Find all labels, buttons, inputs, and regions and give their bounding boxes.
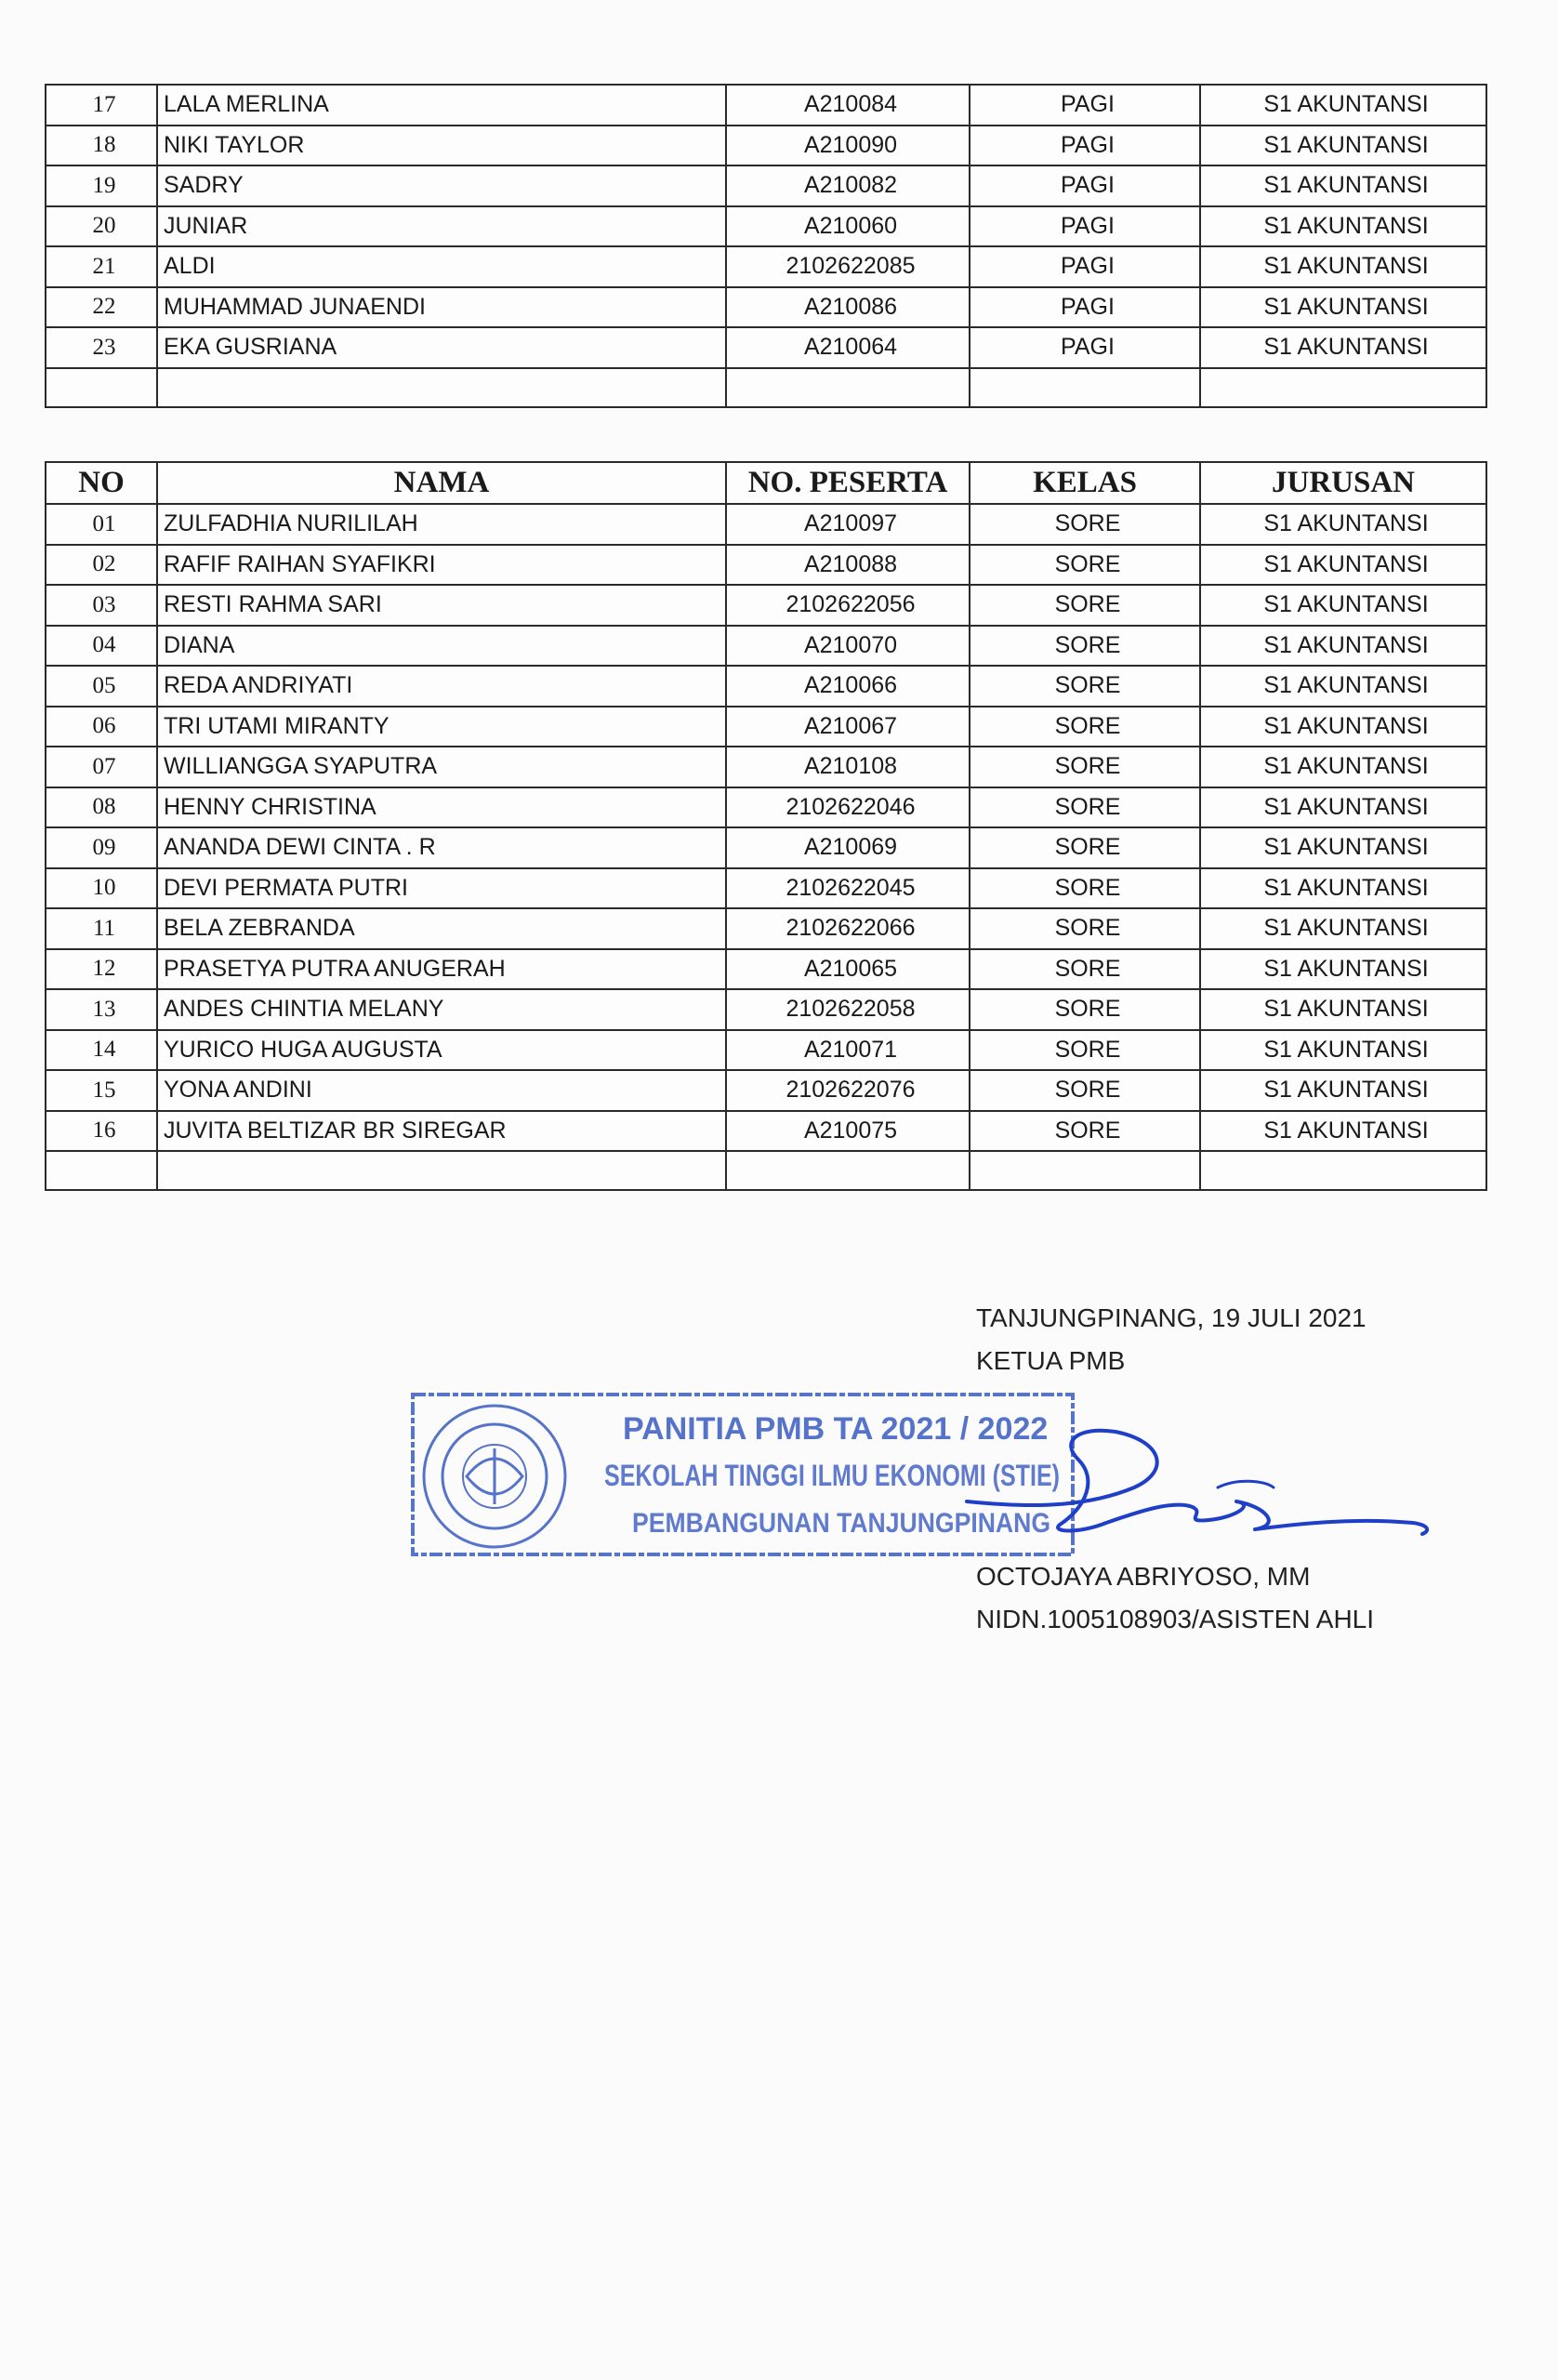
cell-kelas: SORE bbox=[970, 1030, 1200, 1071]
cell-no-peserta: A210090 bbox=[726, 126, 970, 166]
cell-kelas: SORE bbox=[970, 787, 1200, 828]
cell-nama: WILLIANGGA SYAPUTRA bbox=[157, 747, 726, 787]
table-row bbox=[46, 1030, 1486, 1071]
table-row bbox=[46, 126, 1486, 166]
cell-no-peserta: 2102622066 bbox=[726, 908, 970, 949]
empty-row bbox=[46, 368, 1486, 407]
position-title: KETUA PMB bbox=[976, 1346, 1126, 1375]
cell-kelas: SORE bbox=[970, 868, 1200, 909]
cell-nama: RESTI RAHMA SARI bbox=[157, 585, 726, 626]
cell-nama: DEVI PERMATA PUTRI bbox=[157, 868, 726, 909]
cell-jurusan: S1 AKUNTANSI bbox=[1200, 1070, 1486, 1111]
cell-nama: ALDI bbox=[157, 246, 726, 287]
cell-jurusan: S1 AKUNTANSI bbox=[1200, 126, 1486, 166]
cell-nama: PRASETYA PUTRA ANUGERAH bbox=[157, 949, 726, 990]
cell-kelas: PAGI bbox=[970, 126, 1200, 166]
table-row bbox=[46, 246, 1486, 287]
cell-no-peserta: 2102622085 bbox=[726, 246, 970, 287]
table-row bbox=[46, 85, 1486, 126]
cell-jurusan: S1 AKUNTANSI bbox=[1200, 707, 1486, 747]
cell-jurusan: S1 AKUNTANSI bbox=[1200, 1111, 1486, 1152]
cell-nama: ANDES CHINTIA MELANY bbox=[157, 989, 726, 1030]
cell-kelas: SORE bbox=[970, 626, 1200, 667]
cell-nama: HENNY CHRISTINA bbox=[157, 787, 726, 828]
cell-no-peserta: A210084 bbox=[726, 85, 970, 126]
cell-jurusan: S1 AKUNTANSI bbox=[1200, 747, 1486, 787]
cell-no: 08 bbox=[46, 787, 157, 828]
cell-no: 13 bbox=[46, 989, 157, 1030]
table-row bbox=[46, 626, 1486, 667]
cell-no: 01 bbox=[46, 504, 157, 545]
cell-no: 17 bbox=[46, 85, 157, 126]
cell-nama: MUHAMMAD JUNAENDI bbox=[157, 287, 726, 328]
cell-no: 09 bbox=[46, 827, 157, 868]
cell-nama: TRI UTAMI MIRANTY bbox=[157, 707, 726, 747]
header-no-peserta: NO. PESERTA bbox=[726, 462, 970, 504]
cell-no: 21 bbox=[46, 246, 157, 287]
cell-nama: BELA ZEBRANDA bbox=[157, 908, 726, 949]
cell-no-peserta: 2102622045 bbox=[726, 868, 970, 909]
cell-kelas: SORE bbox=[970, 1070, 1200, 1111]
cell-nama: EKA GUSRIANA bbox=[157, 327, 726, 368]
cell-no-peserta: A210070 bbox=[726, 626, 970, 667]
cell-no: 23 bbox=[46, 327, 157, 368]
cell-no-peserta: A210088 bbox=[726, 545, 970, 586]
cell-jurusan: S1 AKUNTANSI bbox=[1200, 868, 1486, 909]
cell-no-peserta: A210067 bbox=[726, 707, 970, 747]
cell-kelas: PAGI bbox=[970, 287, 1200, 328]
cell-jurusan: S1 AKUNTANSI bbox=[1200, 504, 1486, 545]
cell-jurusan: S1 AKUNTANSI bbox=[1200, 666, 1486, 707]
empty-cell bbox=[157, 368, 726, 407]
cell-no-peserta: A210108 bbox=[726, 747, 970, 787]
header-jurusan: JURUSAN bbox=[1200, 462, 1486, 504]
cell-no-peserta: A210086 bbox=[726, 287, 970, 328]
pagi-class-table bbox=[45, 84, 1487, 408]
table-row bbox=[46, 868, 1486, 909]
cell-kelas: SORE bbox=[970, 747, 1200, 787]
cell-no: 06 bbox=[46, 707, 157, 747]
cell-no-peserta: A210064 bbox=[726, 327, 970, 368]
table-row bbox=[46, 585, 1486, 626]
signatory-name: OCTOJAYA ABRIYOSO, MM bbox=[976, 1562, 1311, 1591]
cell-no-peserta: A210066 bbox=[726, 666, 970, 707]
header-kelas: KELAS bbox=[970, 462, 1200, 504]
table-row bbox=[46, 165, 1486, 206]
cell-kelas: SORE bbox=[970, 504, 1200, 545]
cell-no: 05 bbox=[46, 666, 157, 707]
empty-cell bbox=[1200, 368, 1486, 407]
table-row bbox=[46, 949, 1486, 990]
table-row bbox=[46, 327, 1486, 368]
header-nama: NAMA bbox=[157, 462, 726, 504]
cell-no: 07 bbox=[46, 747, 157, 787]
cell-nama: LALA MERLINA bbox=[157, 85, 726, 126]
cell-jurusan: S1 AKUNTANSI bbox=[1200, 949, 1486, 990]
cell-kelas: SORE bbox=[970, 908, 1200, 949]
cell-jurusan: S1 AKUNTANSI bbox=[1200, 327, 1486, 368]
empty-row bbox=[46, 1151, 1486, 1190]
cell-no: 14 bbox=[46, 1030, 157, 1071]
stamp-line-1: PANITIA PMB TA 2021 / 2022 bbox=[623, 1411, 1049, 1447]
cell-jurusan: S1 AKUNTANSI bbox=[1200, 1030, 1486, 1071]
table-row bbox=[46, 827, 1486, 868]
empty-cell bbox=[157, 1151, 726, 1190]
cell-jurusan: S1 AKUNTANSI bbox=[1200, 287, 1486, 328]
cell-kelas: SORE bbox=[970, 949, 1200, 990]
cell-nama: YURICO HUGA AUGUSTA bbox=[157, 1030, 726, 1071]
cell-no-peserta: A210071 bbox=[726, 1030, 970, 1071]
sore-class-table bbox=[45, 461, 1487, 1191]
place-date: TANJUNGPINANG, 19 JULI 2021 bbox=[976, 1303, 1367, 1332]
table-row bbox=[46, 287, 1486, 328]
table-row bbox=[46, 707, 1486, 747]
table-row bbox=[46, 206, 1486, 247]
cell-nama: ZULFADHIA NURILILAH bbox=[157, 504, 726, 545]
cell-no-peserta: 2102622058 bbox=[726, 989, 970, 1030]
table-row bbox=[46, 504, 1486, 545]
cell-kelas: PAGI bbox=[970, 206, 1200, 247]
empty-cell bbox=[46, 1151, 157, 1190]
empty-cell bbox=[970, 368, 1200, 407]
cell-jurusan: S1 AKUNTANSI bbox=[1200, 85, 1486, 126]
empty-cell bbox=[970, 1151, 1200, 1190]
stamp-seal-icon bbox=[424, 1406, 565, 1547]
sore-table-body bbox=[46, 504, 1486, 1190]
stamp-line-2: SEKOLAH TINGGI ILMU EKONOMI (STIE) bbox=[604, 1459, 1060, 1492]
cell-kelas: SORE bbox=[970, 666, 1200, 707]
cell-no: 11 bbox=[46, 908, 157, 949]
cell-no-peserta: A210082 bbox=[726, 165, 970, 206]
signatory-nidn: NIDN.1005108903/ASISTEN AHLI bbox=[976, 1605, 1375, 1633]
cell-nama: JUNIAR bbox=[157, 206, 726, 247]
table-row bbox=[46, 989, 1486, 1030]
cell-no: 02 bbox=[46, 545, 157, 586]
cell-no: 22 bbox=[46, 287, 157, 328]
cell-jurusan: S1 AKUNTANSI bbox=[1200, 585, 1486, 626]
cell-no: 19 bbox=[46, 165, 157, 206]
table-header-row bbox=[46, 462, 1486, 504]
cell-no-peserta: A210069 bbox=[726, 827, 970, 868]
cell-kelas: PAGI bbox=[970, 85, 1200, 126]
table-row bbox=[46, 747, 1486, 787]
stamp-line-3: PEMBANGUNAN TANJUNGPINANG bbox=[632, 1508, 1050, 1539]
cell-jurusan: S1 AKUNTANSI bbox=[1200, 908, 1486, 949]
cell-no: 15 bbox=[46, 1070, 157, 1111]
cell-jurusan: S1 AKUNTANSI bbox=[1200, 827, 1486, 868]
cell-jurusan: S1 AKUNTANSI bbox=[1200, 787, 1486, 828]
empty-cell bbox=[1200, 1151, 1486, 1190]
table-row bbox=[46, 787, 1486, 828]
cell-jurusan: S1 AKUNTANSI bbox=[1200, 206, 1486, 247]
signature-header bbox=[976, 1297, 1367, 1382]
table-row bbox=[46, 1111, 1486, 1152]
cell-nama: ANANDA DEWI CINTA . R bbox=[157, 827, 726, 868]
cell-no-peserta: 2102622056 bbox=[726, 585, 970, 626]
table-row bbox=[46, 1070, 1486, 1111]
header-no: NO bbox=[46, 462, 157, 504]
cell-nama: SADRY bbox=[157, 165, 726, 206]
cell-no: 12 bbox=[46, 949, 157, 990]
empty-cell bbox=[726, 368, 970, 407]
cell-kelas: SORE bbox=[970, 989, 1200, 1030]
cell-kelas: SORE bbox=[970, 545, 1200, 586]
cell-no-peserta: A210065 bbox=[726, 949, 970, 990]
cell-nama: RAFIF RAIHAN SYAFIKRI bbox=[157, 545, 726, 586]
pagi-table-body bbox=[46, 85, 1486, 407]
table-row bbox=[46, 666, 1486, 707]
cell-kelas: SORE bbox=[970, 707, 1200, 747]
cell-kelas: PAGI bbox=[970, 165, 1200, 206]
cell-no-peserta: A210060 bbox=[726, 206, 970, 247]
cell-jurusan: S1 AKUNTANSI bbox=[1200, 545, 1486, 586]
cell-jurusan: S1 AKUNTANSI bbox=[1200, 165, 1486, 206]
cell-jurusan: S1 AKUNTANSI bbox=[1200, 989, 1486, 1030]
cell-no-peserta: A210075 bbox=[726, 1111, 970, 1152]
table-row bbox=[46, 545, 1486, 586]
cell-jurusan: S1 AKUNTANSI bbox=[1200, 246, 1486, 287]
cell-kelas: SORE bbox=[970, 585, 1200, 626]
cell-kelas: PAGI bbox=[970, 246, 1200, 287]
cell-no: 03 bbox=[46, 585, 157, 626]
cell-nama: YONA ANDINI bbox=[157, 1070, 726, 1111]
cell-nama: JUVITA BELTIZAR BR SIREGAR bbox=[157, 1111, 726, 1152]
cell-nama: DIANA bbox=[157, 626, 726, 667]
cell-jurusan: S1 AKUNTANSI bbox=[1200, 626, 1486, 667]
empty-cell bbox=[46, 368, 157, 407]
cell-no: 16 bbox=[46, 1111, 157, 1152]
cell-no: 10 bbox=[46, 868, 157, 909]
cell-no-peserta: 2102622076 bbox=[726, 1070, 970, 1111]
table-row bbox=[46, 908, 1486, 949]
empty-cell bbox=[726, 1151, 970, 1190]
cell-no-peserta: A210097 bbox=[726, 504, 970, 545]
cell-nama: REDA ANDRIYATI bbox=[157, 666, 726, 707]
cell-no: 20 bbox=[46, 206, 157, 247]
cell-nama: NIKI TAYLOR bbox=[157, 126, 726, 166]
cell-no: 18 bbox=[46, 126, 157, 166]
cell-kelas: SORE bbox=[970, 1111, 1200, 1152]
cell-no-peserta: 2102622046 bbox=[726, 787, 970, 828]
handwritten-signature bbox=[957, 1413, 1441, 1562]
cell-kelas: PAGI bbox=[970, 327, 1200, 368]
cell-kelas: SORE bbox=[970, 827, 1200, 868]
cell-no: 04 bbox=[46, 626, 157, 667]
